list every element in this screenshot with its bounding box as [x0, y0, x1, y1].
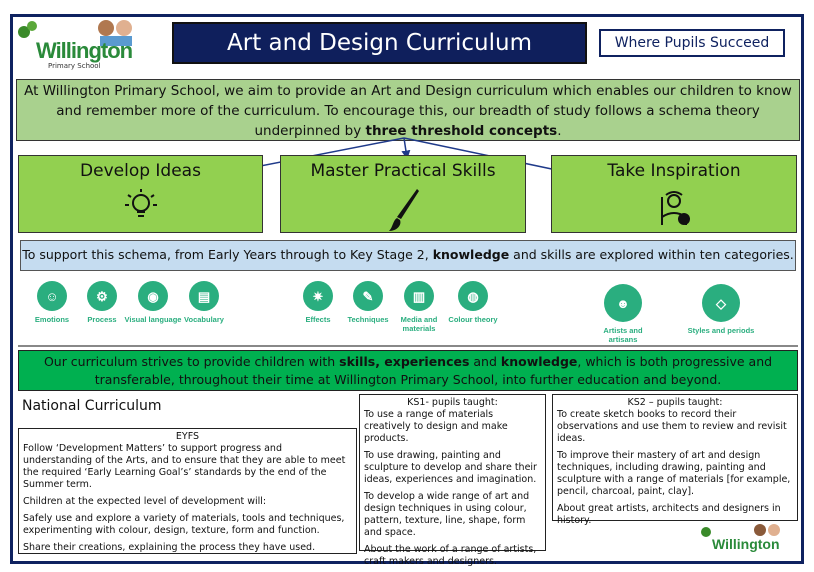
intro-body: At Willington Primary School, we aim to provide an Art and Design curriculum which enables our children to know and remember more of the curriculum. To encourage this, our breadth of study follows a schema theory underpinned by [24, 83, 792, 139]
category-colour-theory [438, 281, 508, 324]
paintbrush-icon [383, 187, 423, 233]
process-icon: ⚙ [87, 281, 117, 311]
category-label: Vocabulary [184, 315, 224, 324]
concept-master-practical-skills [280, 155, 526, 233]
concept-label: Develop Ideas [80, 161, 201, 181]
concept-label: Master Practical Skills [310, 161, 496, 181]
concept-develop-ideas [18, 155, 263, 233]
schema-strip [20, 240, 796, 271]
band-bold: skills, experiences [339, 354, 470, 369]
strip-text-end: and skills are explored within ten categories. [509, 247, 794, 262]
strip-text: To support this schema, from Early Years through to Key Stage 2, [22, 247, 433, 262]
ks2-title: KS2 – pupils taught: [627, 397, 723, 408]
footer-logo [698, 522, 793, 556]
category-label: Process [87, 315, 117, 324]
strip-bold: knowledge [432, 247, 510, 262]
fireworks-icon: ✷ [303, 281, 333, 311]
ks2-para: About great artists, architects and designers in history. [557, 503, 781, 526]
motto: Where Pupils Succeed [599, 29, 785, 57]
styles-icon: ◇ [702, 284, 740, 322]
artist-icon [654, 187, 694, 227]
category-label: Styles and periods [687, 326, 755, 335]
lightbulb-icon [121, 187, 161, 225]
intro-end: . [557, 123, 562, 139]
category-label: Emotions [34, 315, 70, 324]
ks2-para: To create sketch books to record their observations and use them to review and revisit ideas. [557, 409, 787, 444]
eyfs-para: Share their creations, explaining the process they have used. [23, 542, 316, 553]
logo-text: Willington [36, 38, 133, 63]
band-bold: knowledge [500, 354, 578, 369]
page-title: Art and Design Curriculum [172, 22, 587, 64]
ks1-title: KS1- pupils taught: [407, 397, 498, 408]
pencil-icon: ✎ [353, 281, 383, 311]
concept-take-inspiration [551, 155, 797, 233]
ks1-para: About the work of a range of artists, craft makers and designers. [364, 544, 537, 567]
ks2-box [552, 394, 798, 526]
category-label: Techniques [347, 315, 389, 324]
book-icon: ▤ [189, 281, 219, 311]
category-vocabulary [169, 281, 239, 324]
logo-subtext: Primary School [48, 62, 101, 70]
category-label: Media and materials [400, 315, 438, 333]
eyfs-para: Children at the expected level of development will: [23, 496, 267, 507]
ks1-box [359, 394, 546, 567]
brushes-icon: ▥ [404, 281, 434, 311]
category-label: Visual language [124, 315, 182, 324]
category-label: Colour theory [448, 315, 498, 324]
emotions-icon: ☺ [37, 281, 67, 311]
national-curriculum-heading: National Curriculum [22, 398, 162, 414]
band-text: , which is both progressive and transferable, throughout their time at Willington Primary School, into further education and beyond. [94, 354, 773, 387]
footer-logo-text: Willington [712, 536, 780, 552]
artist-icon: ☻ [604, 284, 642, 322]
intro-bold: three threshold concepts [365, 123, 558, 139]
ks2-para: To improve their mastery of art and design techniques, including drawing, painting and sculpture with a range of materials [for example, pencil, charcoal, paint, clay]. [557, 450, 791, 497]
category-label: Effects [305, 315, 331, 324]
category-label: Artists and artisans [603, 326, 643, 344]
band-text: and [469, 354, 501, 369]
palette-icon: ◍ [458, 281, 488, 311]
eye-icon: ◉ [138, 281, 168, 311]
category-styles-and-periods [686, 284, 756, 335]
curriculum-statement [18, 350, 798, 391]
divider [18, 345, 798, 347]
ks1-para: To develop a wide range of art and design techniques in using colour, pattern, texture, line, shape, form and space. [364, 491, 530, 538]
eyfs-box [18, 428, 357, 554]
ks1-para: To use drawing, painting and sculpture to develop and share their ideas, experiences and imagination. [364, 450, 537, 485]
category-artists-and-artisans [588, 284, 658, 344]
eyfs-para: Follow ‘Development Matters’ to support progress and understanding of the Arts, and to ensure that they are able to meet the required ‘Early Learning Goal’s’ standards by the end of the Summer term. [23, 443, 346, 490]
band-text: Our curriculum strives to provide children with [43, 354, 340, 369]
ks1-para: To use a range of materials creatively to design and make products. [364, 409, 508, 444]
eyfs-title: EYFS [175, 431, 200, 442]
eyfs-para: Safely use and explore a variety of materials, tools and techniques, experimenting with colour, design, texture, form and function. [23, 513, 345, 536]
concept-label: Take Inspiration [607, 161, 741, 181]
